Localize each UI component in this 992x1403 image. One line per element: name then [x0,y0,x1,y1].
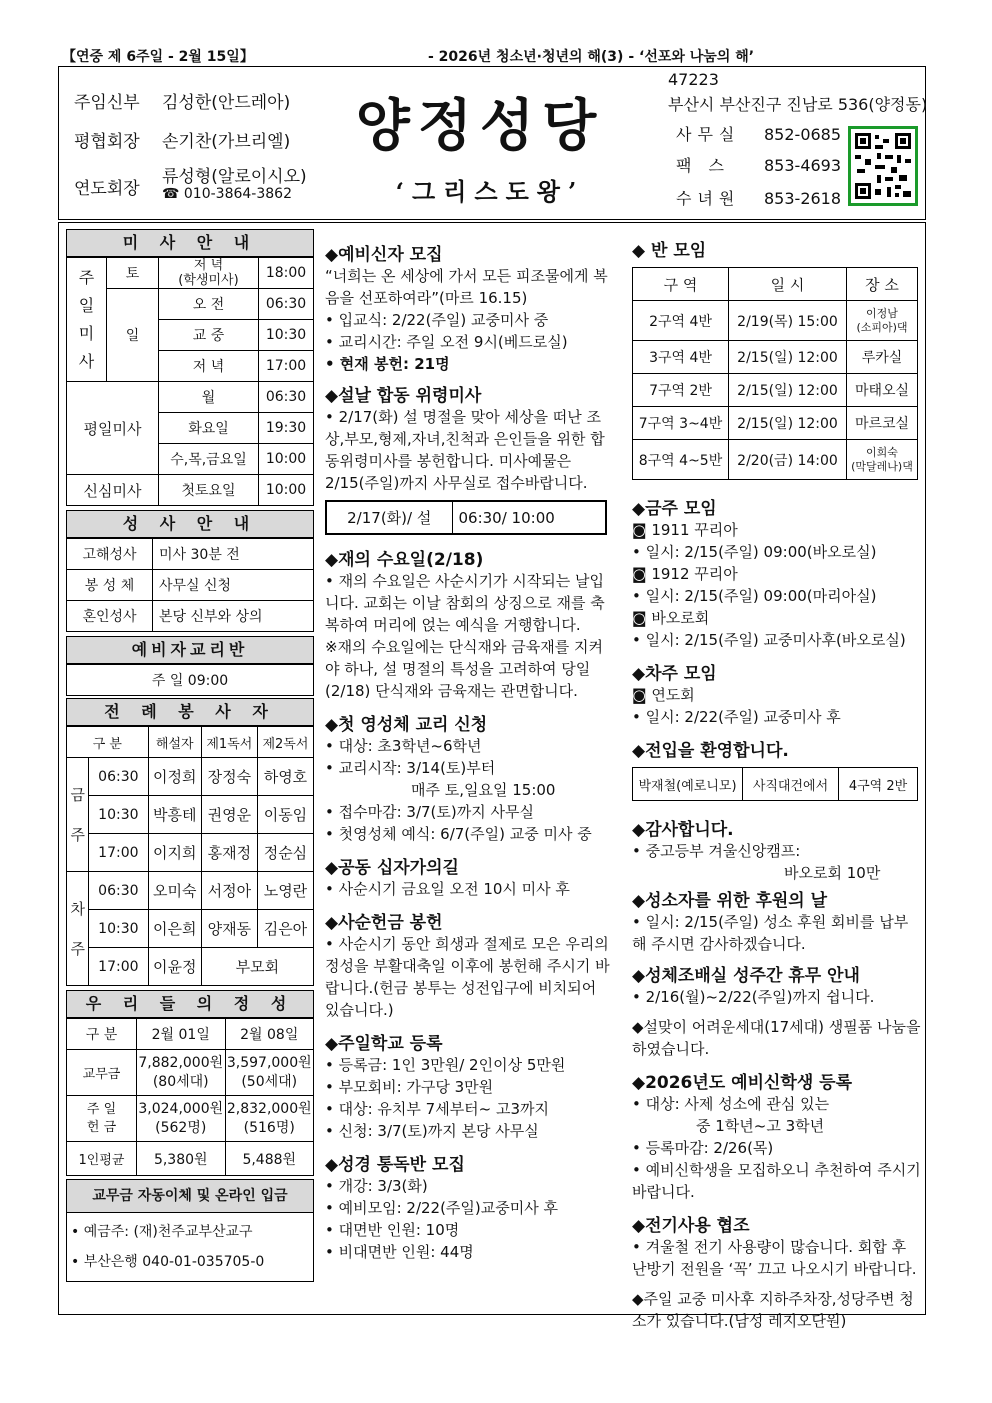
servers-title: 전 례 봉 사 자 [66,698,314,726]
adoration-text: • 2/16(월)~2/22(주일)까지 쉽니다. [632,988,875,1006]
council-row: 평협회장 손기찬(가브리엘) [74,132,291,152]
sacrament-table [66,538,314,632]
fax-row: 팩 스 853-4693 [676,156,842,175]
server-name: 이지희 [148,834,201,872]
group-place: 마르코실 [847,407,918,440]
welcome-from: 사직대건에서 [743,768,839,801]
power-saving-text: • 겨울철 전기 사용량이 많습니다. 회합 후 난방기 전원을 ‘꼭’ 끄고 나오시기 바랍니다. [632,1238,917,1278]
notice-line: • 첫영성체 예식: 6/7(주일) 교중 미사 중 [325,825,592,843]
youth-phone: ☎ 010-3864-3862 [162,186,292,202]
server-name: 장정숙 [201,758,257,796]
adoration-title: ◆성체조배실 성주간 휴무 안내 [632,966,860,986]
servers-header: 해설자 [148,727,201,758]
mass-name: 첫토요일 [159,475,259,506]
seminarian-line: • 대상: 사제 성소에 관심 있는 [632,1095,830,1113]
bible-quote: “너희는 온 세상에 가서 모든 피조물에게 복음을 선포하여라”(마르 16.15) [325,267,608,307]
server-time: 10:30 [89,910,149,948]
offering-header: 2월 01일 [137,1019,226,1050]
server-name: 박흥테 [148,796,201,834]
servers-header: 구 분 [67,727,149,758]
offering-value: 7,882,000원 (80세대) [137,1050,226,1096]
mass-time: 06:30 [259,382,314,413]
group-place: 마태오실 [847,374,918,407]
welcome-title: ◆전입을 환영합니다. [632,741,789,761]
thanks-line: 바오로회 10만 [784,864,881,882]
offering-name: 주 일 헌 금 [67,1096,137,1142]
first-communion-title: ◆첫 영성체 교리 신청 [325,715,488,735]
group-time: 2/15(일) 12:00 [729,407,847,440]
server-name: 서정아 [201,872,257,910]
group-zone: 7구역 2반 [633,374,729,407]
group-zone: 7구역 3~4반 [633,407,729,440]
server-name: 부모회 [201,948,313,986]
servers-table [66,726,314,986]
bank-info [66,1213,314,1282]
mass-time: 19:30 [259,413,314,444]
server-name: 오미숙 [148,872,201,910]
parish-title: 양정성당 [355,93,605,159]
sacrament-value: 사무실 신청 [153,570,314,601]
server-name: 하영호 [257,758,313,796]
catechumen-table [66,664,314,696]
meeting-line: • 일시: 2/15(주일) 교중미사후(바오로실) [632,631,906,649]
server-name: 양재동 [201,910,257,948]
mass-name: 저 녁 (학생미사) [159,258,259,289]
mass-name: 월 [159,382,259,413]
vocation-support-text: • 일시: 2/15(주일) 성소 후원 회비를 납부해 주시면 감사하겠습니다. [632,913,909,953]
parish-subtitle: ‘그리스도왕’ [395,177,585,206]
memorial-mass-text: • 2/17(화) 설 명절을 맞아 세상을 떠난 조상,부모,형제,자녀,친척과 은인들을 위한 합동위령미사를 봉헌합니다. 미사예물은 2/15(주일)까지 사무실로 접수바랍니다. [325,408,605,492]
offering-header: 구 분 [67,1019,137,1050]
middle-column [325,240,615,1263]
ash-wednesday-title: ◆재의 수요일(2/18) [325,550,484,570]
welcome-zone: 4구역 2반 [839,768,918,801]
welcome-table [632,767,918,801]
power-saving-title: ◆전기사용 협조 [632,1216,750,1236]
server-name: 이정희 [148,758,201,796]
office-phone-row: 사무실 852-0685 [676,125,842,144]
notice-line: • 교리시작: 3/14(토)부터 [325,759,496,777]
devotion-mass-label: 신심미사 [67,475,159,506]
bible-reading-title: ◆성경 통독반 모집 [325,1155,465,1175]
notice-line: • 대상: 유치부 7세부터~ 고3까지 [325,1100,550,1118]
mass-time: 10:30 [259,320,314,351]
notice-line: • 부모회비: 가구당 3만원 [325,1078,494,1096]
catechumen-recruit-title: ◆예비신자 모집 [325,245,443,265]
sacrament-title: 성 사 안 내 [66,510,314,538]
group-time: 2/19(목) 15:00 [729,301,847,341]
sacrament-name: 고해성사 [67,539,153,570]
notice-line: • 사순시기 금요일 오전 10시 미사 후 [325,880,570,898]
server-name: 정순심 [257,834,313,872]
meeting-line: ◙ 바오로회 [632,609,710,627]
catechumen-title: 예비자교리반 [66,636,314,664]
next-week-label: 차주 [67,872,89,986]
right-column [632,236,922,1332]
mass-name: 화요일 [159,413,259,444]
notice-line: • 현재 봉헌: 21명 [325,355,450,373]
group-time: 2/20(금) 14:00 [729,440,847,480]
servers-header: 제2독서 [257,727,313,758]
qr-code-icon[interactable] [848,126,918,206]
address: 부산시 부산진구 진남로 536(양정동) [668,95,928,114]
ash-wednesday-note: ※재의 수요일에는 단식재와 금육재를 지켜야 하나, 설 명절의 특성을 고려하여 당일(2/18) 단식재와 금육재는 관면합니다. [325,638,603,700]
notice-line: • 대상: 초3학년~6학년 [325,737,482,755]
group-zone: 2구역 4반 [633,301,729,341]
account-holder: • 예금주: (재)천주교부산교구 [71,1224,253,1240]
offering-table [66,1018,314,1176]
thanks-title: ◆감사합니다. [632,820,734,840]
seminarian-line: • 등록마감: 2/26(목) [632,1139,774,1157]
mass-name: 교 중 [159,320,259,351]
server-name: 권영운 [201,796,257,834]
sunday-school-title: ◆주일학교 등록 [325,1034,443,1054]
sacrament-name: 혼인성사 [67,601,153,632]
mass-time: 10:00 [259,475,314,506]
server-time: 17:00 [89,834,149,872]
offering-value: 5,380원 [137,1142,226,1176]
meeting-line: • 일시: 2/15(주일) 09:00(바오로실) [632,543,877,561]
notice-line: • 입교식: 2/22(주일) 교중미사 중 [325,311,549,329]
mass-time: 06:30 [259,289,314,320]
pastor-row: 주임신부 김성한(안드레아) [74,93,291,113]
mass-name: 수,목,금요일 [159,444,259,475]
zip-code: 47223 [668,70,719,89]
server-name: 김은아 [257,910,313,948]
sacrament-name: 봉 성 체 [67,570,153,601]
lenten-offering-text: • 사순시기 동안 희생과 절제로 모은 우리의 정성을 부활대축일 이후에 봉헌해 주시기 바랍니다.(헌금 봉투는 성전입구에 비치되어 있습니다.) [325,935,610,1019]
stations-of-cross-title: ◆공동 십자가의길 [325,858,459,878]
group-zone: 3구역 4반 [633,341,729,374]
server-name: 이동임 [257,796,313,834]
sunday-mass-label: 주 일 미 사 [67,258,107,382]
group-time: 2/15(일) 12:00 [729,374,847,407]
bank-account: • 부산은행 040-01-035705-0 [71,1254,265,1270]
welcome-name: 박재철(예로니모) [633,768,743,801]
memorial-date: 2/17(화)/ 설 [326,501,452,534]
ash-wednesday-text: • 재의 수요일은 사순시기가 시작되는 날입니다. 교회는 이날 참회의 상징으로 재를 축복하여 머리에 얹는 예식을 거행합니다. [325,572,605,634]
meeting-line: ◙ 1911 꾸리아 [632,521,738,539]
seminarian-line: 중 1학년~고 3학년 [696,1117,825,1135]
notice-line: • 비대면반 인원: 44명 [325,1243,474,1261]
mass-section [66,229,314,1282]
transfer-title: 교무금 자동이체 및 온라인 입금 [66,1179,314,1213]
thanks-line: • 중고등부 겨울신앙캠프: [632,842,801,860]
sacrament-value: 본당 신부와 상의 [153,601,314,632]
youth-label: 연도회장 [74,179,140,199]
sat-label: 토 [107,258,159,289]
memorial-mass-box [325,500,607,535]
mass-name: 저 녁 [159,351,259,382]
year-theme: - 2026년 청소년·청년의 해(3) - ‘선포와 나눔의 해’ [428,49,755,65]
group-header: 일 시 [729,268,847,301]
server-name: 홍재정 [201,834,257,872]
offering-title: 우 리 들 의 정 성 [66,990,314,1018]
offering-name: 1인평균 [67,1142,137,1176]
new-year-sharing: ◆설맞이 어려운세대(17세대) 생필품 나눔을 하였습니다. [632,1018,921,1058]
server-name: 이은희 [148,910,201,948]
lenten-offering-title: ◆사순헌금 봉헌 [325,913,443,933]
seminarian-title: ◆2026년도 예비신학생 등록 [632,1073,853,1093]
offering-value: 2,832,000원 (516명) [225,1096,314,1142]
meeting-line: ◙ 연도회 [632,686,695,704]
meeting-line: • 일시: 2/22(주일) 교중미사 후 [632,708,841,726]
group-zone: 8구역 4~5반 [633,440,729,480]
seminarian-line: • 예비신학생을 모집하오니 추천하여 주시기 바랍니다. [632,1161,921,1201]
notice-line: 매주 토,일요일 15:00 [411,781,556,799]
vocation-support-title: ◆성소자를 위한 후원의 날 [632,891,828,911]
server-name: 노영란 [257,872,313,910]
notice-line: • 등록금: 1인 3만원/ 2인이상 5만원 [325,1056,566,1074]
group-header: 장 소 [847,268,918,301]
memorial-times: 06:30/ 10:00 [452,501,606,534]
mass-time: 10:00 [259,444,314,475]
sacrament-value: 미사 30분 전 [153,539,314,570]
youth-name: 류성형(알로이시오) [162,167,307,187]
server-time: 06:30 [89,758,149,796]
group-place: 루카실 [847,341,918,374]
group-place: 이희숙 (막달레나)댁 [847,440,918,480]
notice-line: • 신청: 3/7(토)까지 본당 사무실 [325,1122,539,1140]
offering-name: 교무금 [67,1050,137,1096]
group-header: 구 역 [633,268,729,301]
meeting-line: • 일시: 2/15(주일) 09:00(마리아실) [632,587,877,605]
mass-name: 오 전 [159,289,259,320]
notice-line: • 교리시간: 주일 오전 9시(베드로실) [325,333,568,351]
offering-header: 2월 08일 [225,1019,314,1050]
notice-line: • 예비모임: 2/22(주일)교중미사 후 [325,1199,558,1217]
weekday-mass-label: 평일미사 [67,382,159,475]
memorial-mass-title: ◆설날 합동 위령미사 [325,386,482,406]
server-time: 17:00 [89,948,149,986]
notice-line: • 대면반 인원: 10명 [325,1221,460,1239]
cleaning-notice: ◆주일 교중 미사후 지하주차장,성당주변 청소가 있습니다.(남성 레지오단원) [632,1290,914,1330]
server-name: 이윤정 [148,948,201,986]
issue-label: 【연중 제 6주일 - 2월 15일】 [62,49,254,65]
meeting-line: ◙ 1912 꾸리아 [632,565,738,583]
mass-time: 18:00 [259,258,314,289]
group-place: 이정남 (소피아)댁 [847,301,918,341]
group-time: 2/15(일) 12:00 [729,341,847,374]
server-time: 06:30 [89,872,149,910]
offering-value: 5,488원 [225,1142,314,1176]
offering-value: 3,024,000원 (562명) [137,1096,226,1142]
mass-table [66,257,314,506]
notice-line: • 접수마감: 3/7(토)까지 사무실 [325,803,534,821]
servers-header: 제1독서 [201,727,257,758]
mass-time: 17:00 [259,351,314,382]
group-meeting-table [632,267,918,480]
offering-value: 3,597,000원 (50세대) [225,1050,314,1096]
this-week-label: 금주 [67,758,89,872]
notice-line: • 개강: 3/3(화) [325,1177,428,1195]
server-time: 10:30 [89,796,149,834]
next-week-meetings-title: ◆차주 모임 [632,664,717,684]
group-meeting-title: ◆ 반 모임 [632,241,707,261]
mass-title: 미 사 안 내 [66,229,314,257]
catechumen-time: 주 일 09:00 [67,665,314,696]
this-week-meetings-title: ◆금주 모임 [632,499,717,519]
convent-row: 수녀원 853-2618 [676,189,842,208]
sun-label: 일 [107,289,159,382]
